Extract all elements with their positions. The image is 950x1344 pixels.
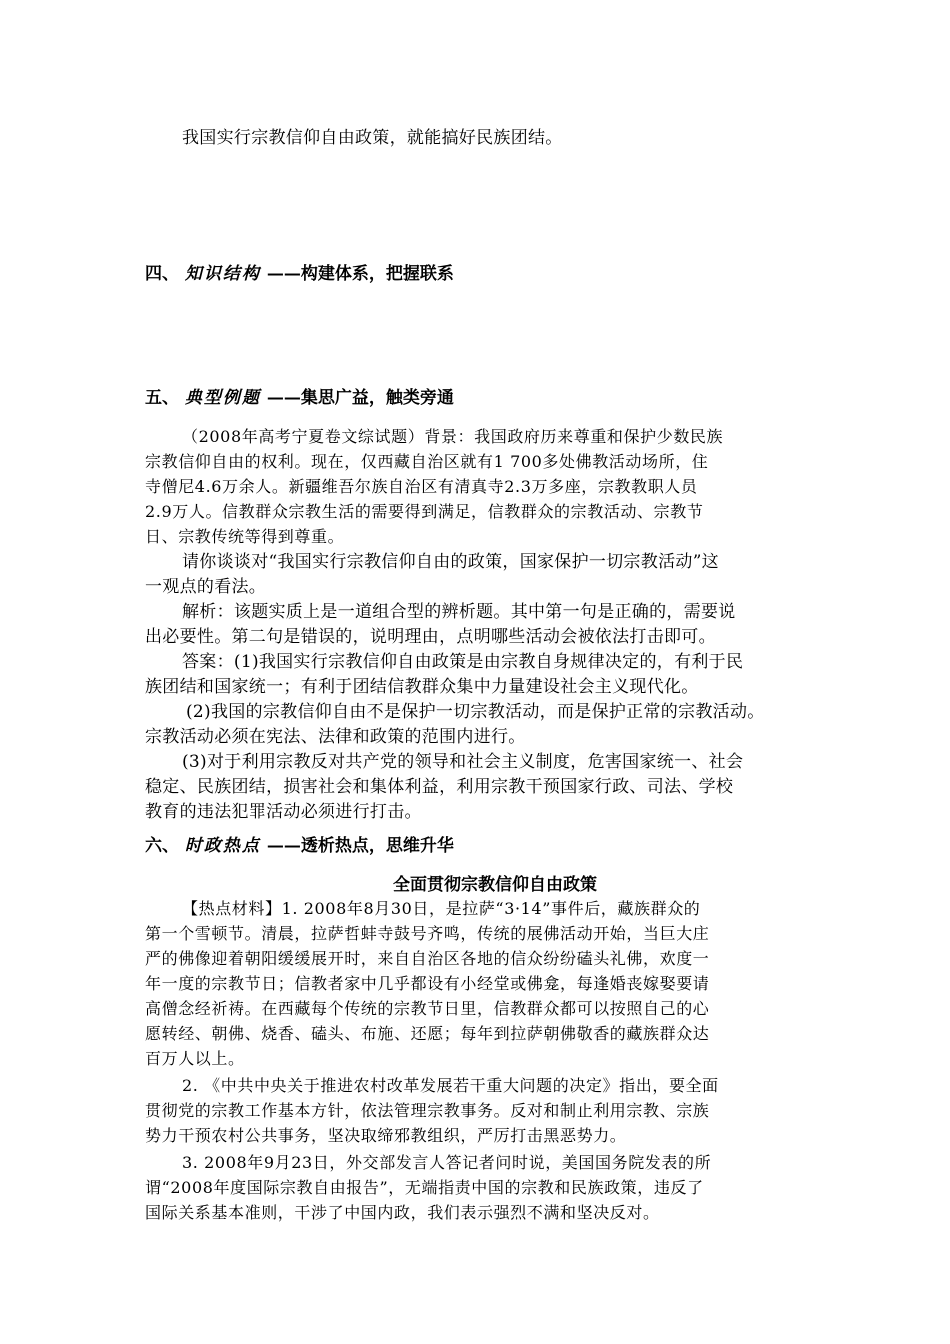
section-4-title: 知识结构: [184, 264, 261, 284]
hot-topic-line: 【热点材料】1. 2008年8月30日，是拉萨“3·14”事件后，藏族群众的: [182, 899, 701, 918]
hot-topic-line: 严的佛像迎着朝阳缓缓展开时，来自自治区各地的信众纷纷磕头礼佛，欢度一: [145, 949, 710, 968]
hot-topic-line: 国际关系基本准则，干涉了中国内政，我们表示强烈不满和坚决反对。: [145, 1203, 660, 1222]
section-5-title: 典型例题: [184, 388, 261, 408]
section-5-prefix: 五、: [145, 388, 179, 408]
hot-topic-line: 百万人以上。: [145, 1049, 245, 1068]
hot-topic-line: 谓“2008年度国际宗教自由报告”，无端指责中国的宗教和民族政策，违反了: [145, 1178, 704, 1197]
section-5-subtitle: ——集思广益，触类旁通: [266, 388, 454, 408]
section-6-prefix: 六、: [145, 836, 179, 856]
hot-topic-line: 高僧念经祈祷。在西藏每个传统的宗教节日里，信教群众都可以按照自己的心: [145, 999, 710, 1018]
answer-line: 稳定、民族团结，损害社会和集体利益，利用宗教干预国家行政、司法、学校: [145, 777, 734, 797]
hot-topic-line: 势力干预农村公共事务，坚决取缔邪教组织，严厉打击黑恶势力。: [145, 1126, 627, 1145]
section-4-heading: [145, 262, 454, 286]
example-line: （2008年高考宁夏卷文综试题）背景：我国政府历来尊重和保护少数民族: [182, 427, 724, 446]
hot-topic-line: 2. 《中共中央关于推进农村改革发展若干重大问题的决定》指出，要全面: [182, 1076, 719, 1095]
example-line: 寺僧尼4.6万余人。新疆维吾尔族自治区有清真寺2.3万多座，宗教教职人员: [145, 477, 698, 496]
section-6-heading: [145, 834, 454, 858]
hot-topic-line: 愿转经、朝佛、烧香、磕头、布施、还愿；每年到拉萨朝佛敬香的藏族群众达: [145, 1024, 710, 1043]
example-line: 请你谈谈对“我国实行宗教信仰自由的政策，国家保护一切宗教活动”这: [182, 552, 719, 572]
hot-topic-line: 第一个雪顿节。清晨，拉萨哲蚌寺鼓号齐鸣，传统的展佛活动开始，当巨大庄: [145, 924, 710, 943]
example-line: 一观点的看法。: [145, 577, 267, 597]
section-4-subtitle: ——构建体系，把握联系: [266, 264, 454, 284]
intro-paragraph: 我国实行宗教信仰自由政策，就能搞好民族团结。: [182, 128, 563, 148]
section-6-subtitle: ——透析热点，思维升华: [266, 836, 454, 856]
section-6-title: 时政热点: [184, 836, 261, 856]
section-5-heading: [145, 386, 454, 410]
answer-line: (3)对于利用宗教反对共产党的领导和社会主义制度，危害国家统一、社会: [182, 752, 744, 772]
example-line: 宗教信仰自由的权利。现在，仅西藏自治区就有1 700多处佛教活动场所，住: [145, 452, 709, 471]
analysis-line: 解析：该题实质上是一道组合型的辨析题。其中第一句是正确的，需要说: [182, 602, 736, 622]
example-line: 日、宗教传统等得到尊重。: [145, 527, 345, 546]
hot-topic-title: 全面贯彻宗教信仰自由政策: [393, 875, 597, 895]
hot-topic-line: 3. 2008年9月23日，外交部发言人答记者问时说，美国国务院发表的所: [182, 1153, 712, 1172]
answer-line: 教育的违法犯罪活动必须进行打击。: [145, 802, 422, 822]
answer-line: 族团结和国家统一；有利于团结信教群众集中力量建设社会主义现代化。: [145, 677, 699, 697]
answer-line: 宗教活动必须在宪法、法律和政策的范围内进行。: [145, 727, 526, 747]
hot-topic-line: 年一度的宗教节日；信教者家中几乎都设有小经堂或佛龛，每逢婚丧嫁娶要请: [145, 974, 710, 993]
answer-line: 答案：(1)我国实行宗教信仰自由政策是由宗教自身规律决定的，有利于民: [182, 652, 744, 672]
section-4-prefix: 四、: [145, 264, 179, 284]
analysis-line: 出必要性。第二句是错误的，说明理由，点明哪些活动会被依法打击即可。: [145, 627, 716, 647]
answer-line: (2)我国的宗教信仰自由不是保护一切宗教活动，而是保护正常的宗教活动。: [186, 702, 765, 722]
hot-topic-line: 贯彻党的宗教工作基本方针，依法管理宗教事务。反对和制止利用宗教、宗族: [145, 1101, 710, 1120]
example-line: 2.9万人。信教群众宗教生活的需要得到满足，信教群众的宗教活动、宗教节: [145, 502, 704, 521]
